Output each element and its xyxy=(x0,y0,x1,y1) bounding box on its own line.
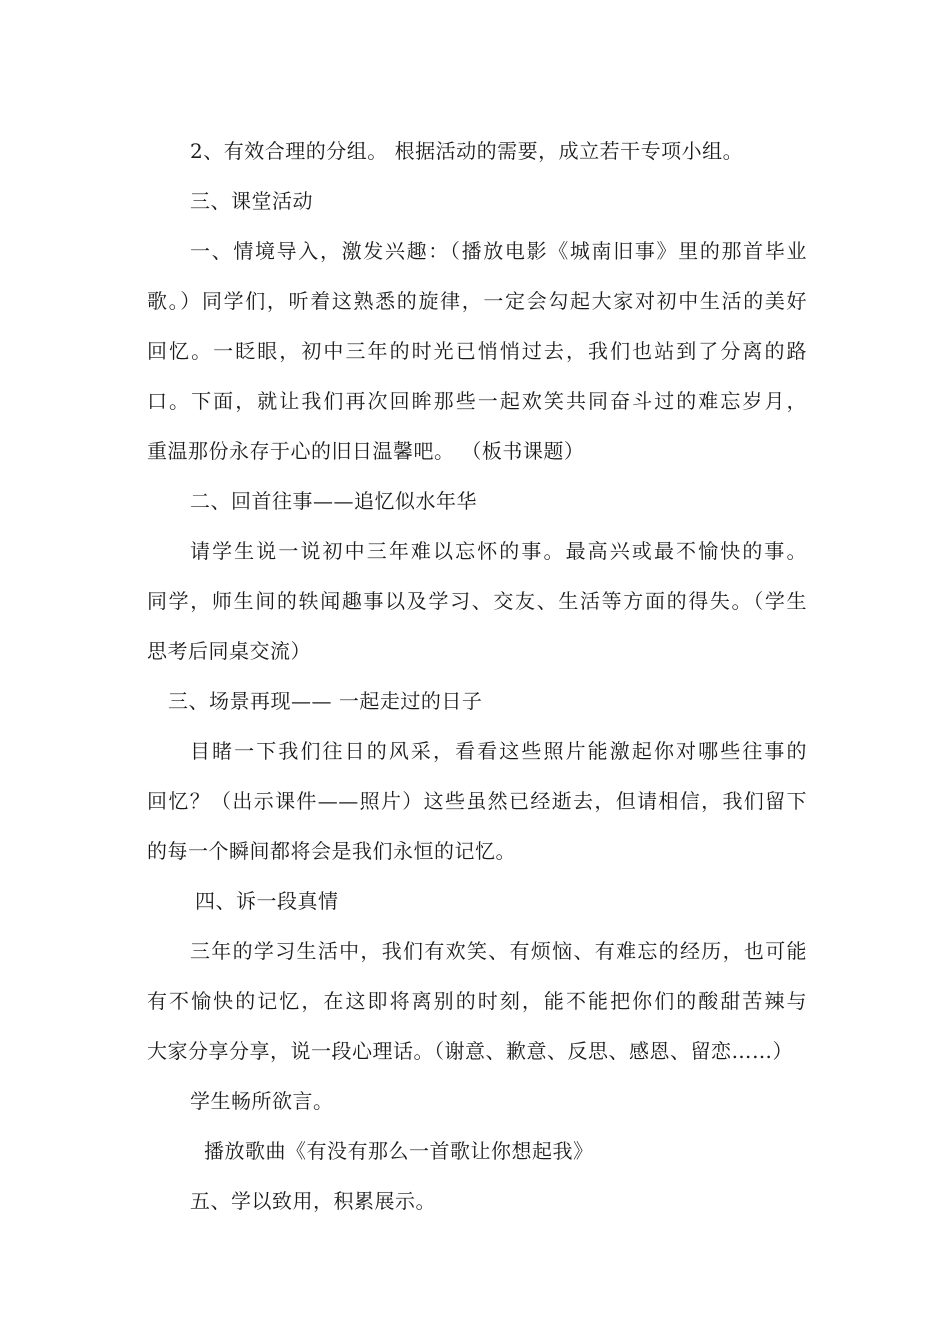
heading-true-feelings: 四、诉一段真情 xyxy=(195,889,339,913)
paragraph-scene-line-3: 的每一个瞬间都将会是我们永恒的记忆。 xyxy=(147,839,516,863)
paragraph-feelings-line-3: 大家分享分享，说一段心理话。（谢意、歉意、反思、感恩、留恋……） xyxy=(147,1039,793,1063)
paragraph-intro-line-4: 口。下面，就让我们再次回眸那些一起欢笑共同奋斗过的难忘岁月， xyxy=(147,389,807,413)
paragraph-intro-line-3: 回忆。一眨眼，初中三年的时光已悄悄过去，我们也站到了分离的路 xyxy=(147,339,807,363)
heading-scene-replay: 三、场景再现—— 一起走过的日子 xyxy=(168,689,483,713)
paragraph-scene-line-2: 回忆？（出示课件——照片）这些虽然已经逝去，但请相信，我们留下 xyxy=(147,789,807,813)
heading-classroom-activity: 三、课堂活动 xyxy=(190,189,313,213)
paragraph-look-back-line-1: 请学生说一说初中三年难以忘怀的事。最高兴或最不愉快的事。 xyxy=(190,539,807,563)
heading-apply-learning: 五、学以致用，积累展示。 xyxy=(190,1189,436,1213)
paragraph-scene-line-1: 目睹一下我们往日的风采，看看这些照片能激起你对哪些往事的 xyxy=(190,739,807,763)
paragraph-play-song: 播放歌曲《有没有那么一首歌让你想起我》 xyxy=(204,1139,594,1163)
paragraph-feelings-line-2: 有不愉快的记忆，在这即将离别的时刻，能不能把你们的酸甜苦辣与 xyxy=(147,989,807,1013)
paragraph-feelings-line-1: 三年的学习生活中，我们有欢笑、有烦恼、有难忘的经历，也可能 xyxy=(190,939,807,963)
paragraph-students-speak: 学生畅所欲言。 xyxy=(190,1089,334,1113)
paragraph-intro-line-1: 一、情境导入，激发兴趣：（播放电影《城南旧事》里的那首毕业 xyxy=(190,239,807,263)
paragraph-intro-line-5: 重温那份永存于心的旧日温馨吧。 （板书课题） xyxy=(147,439,585,463)
paragraph-look-back-line-2: 同学，师生间的轶闻趣事以及学习、交友、生活等方面的得失。（学生 xyxy=(147,589,807,613)
paragraph-intro-line-2: 歌。）同学们，听着这熟悉的旋律，一定会勾起大家对初中生活的美好 xyxy=(147,289,807,313)
paragraph-grouping: 2、有效合理的分组。 根据活动的需要，成立若干专项小组。 xyxy=(190,139,744,163)
paragraph-look-back-line-3: 思考后同桌交流） xyxy=(147,639,311,663)
heading-look-back: 二、回首往事——追忆似水年华 xyxy=(190,489,477,513)
